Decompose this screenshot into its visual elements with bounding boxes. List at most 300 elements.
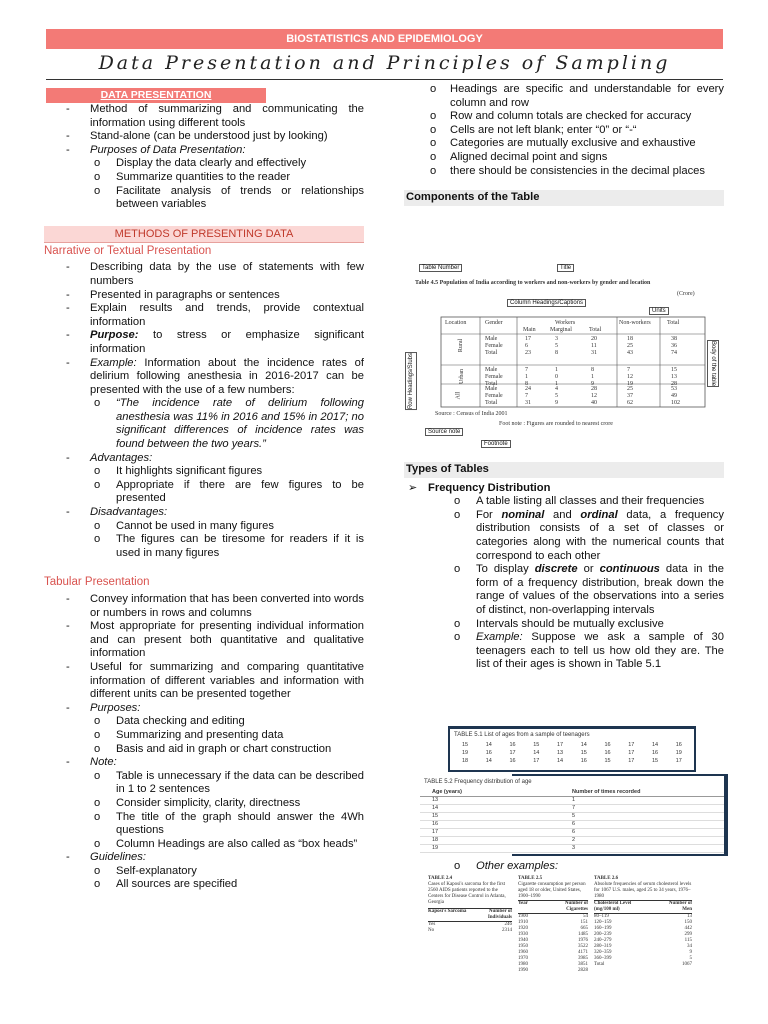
figure-cell: Female xyxy=(485,393,503,399)
table-cell: 16 xyxy=(652,750,659,756)
table-cell: 1980 xyxy=(518,962,528,967)
units-label: Units xyxy=(649,307,669,315)
figure-cell: 28 xyxy=(671,381,677,387)
list-item xyxy=(44,357,364,398)
table-cell: 34 xyxy=(687,944,692,949)
frequency-distribution-label xyxy=(404,482,724,496)
t52-col1: Age (years) xyxy=(432,789,462,795)
other-examples-label: Other examples: xyxy=(476,860,559,872)
figure-cell: 36 xyxy=(671,343,677,349)
table-cell: 2 xyxy=(572,837,576,843)
table-cell: 16 xyxy=(432,821,439,827)
list-item: o Data checking and editing xyxy=(44,715,364,729)
figure-cell: 1 xyxy=(525,374,528,380)
table-cell: 15 xyxy=(432,813,439,819)
figure-cell: 43 xyxy=(627,350,633,356)
right-column xyxy=(404,83,724,210)
table-cell: Yes xyxy=(428,922,436,927)
table-row xyxy=(450,741,694,749)
t25-caption: Cigarette consumption per person aged 18 or older, United States, 1900–1990 xyxy=(518,882,586,899)
row-headings-label: Row Headings/Stubs xyxy=(405,352,417,410)
figure-cell: 19 xyxy=(627,381,633,387)
methods-heading: METHODS OF PRESENTING DATA xyxy=(44,226,364,243)
list-item xyxy=(404,563,724,617)
table-row xyxy=(420,805,724,813)
figure-group-label: Urban xyxy=(459,369,465,384)
subcol-main: Main xyxy=(523,327,536,333)
figure-cell: 8 xyxy=(555,350,558,356)
list-item: - Presented in paragraphs or sentences xyxy=(44,289,364,303)
table-row xyxy=(428,928,512,934)
components-figure xyxy=(405,262,723,450)
figure-cell: 5 xyxy=(555,393,558,399)
list-item: o All sources are specified xyxy=(44,878,364,892)
table-cell: 15 xyxy=(580,750,587,756)
table-cell: 13 xyxy=(557,750,564,756)
table-cell: 14 xyxy=(580,742,587,748)
figure-cell: 74 xyxy=(671,350,677,356)
table-52-caption: TABLE 5.2 Frequency distribution of age xyxy=(424,779,532,785)
table-cell: 151 xyxy=(580,920,588,925)
table-cell: 14 xyxy=(432,805,439,811)
subcol-total: Total xyxy=(589,327,602,333)
nominal-text: nominal xyxy=(501,508,545,521)
list-item: o Appropriate if there are few figures to be presented xyxy=(44,479,364,506)
t25-header xyxy=(518,900,588,914)
t52-col2: Number of times recorded xyxy=(572,789,641,795)
table-cell: 14 xyxy=(557,758,564,764)
col-location: Location xyxy=(445,320,467,326)
tabular-list xyxy=(44,593,364,715)
list-item: o Aligned decimal point and signs xyxy=(404,151,724,165)
figure-cell: 6 xyxy=(525,343,528,349)
figure-cell: 49 xyxy=(671,393,677,399)
figure-group-label: All xyxy=(455,391,462,400)
list-item: o Display the data clearly and effectively xyxy=(44,157,364,171)
table-cell: 3851 xyxy=(578,962,588,967)
table-cell: 3985 xyxy=(578,956,588,961)
figure-cell: Male xyxy=(485,386,498,392)
list-item: o A table listing all classes and their frequencies xyxy=(404,495,724,509)
table-26 xyxy=(594,876,692,976)
table-cell: 1960 xyxy=(518,950,528,955)
list-item xyxy=(44,452,364,466)
figure-cell: 8 xyxy=(525,381,528,387)
purposes-list xyxy=(44,157,364,211)
table-row xyxy=(450,749,694,757)
table-cell: 6 xyxy=(572,821,576,827)
column-headings-label: Column Headings/Captions xyxy=(507,299,586,307)
list-item: o there should be consistencies in the decimal places xyxy=(404,165,724,179)
figure-cell: 7 xyxy=(525,393,528,399)
table-cell: 240–279 xyxy=(594,938,612,943)
example-text: Information about the incidence rates of delirium following anesthesia in 2016-2017 can be presented with the use of a few numbers: xyxy=(90,356,364,396)
table-cell: 18 xyxy=(432,837,439,843)
example-quote-list xyxy=(44,397,364,451)
example-quote xyxy=(44,397,364,451)
table-row xyxy=(420,837,724,845)
table-cell: Total xyxy=(594,962,605,967)
table-cell: 6 xyxy=(572,829,576,835)
t: For xyxy=(476,508,502,521)
list-item xyxy=(44,851,364,865)
table-cell: 2314 xyxy=(502,928,512,933)
col-nonworkers: Non-workers xyxy=(619,320,651,326)
list-item: o Cells are not left blank; enter “0” or “-“ xyxy=(404,124,724,138)
t: or xyxy=(577,563,600,576)
figure-cell: 31 xyxy=(525,400,531,406)
data-presentation-list xyxy=(44,103,364,157)
disadvantages-label: Disadvantages: xyxy=(90,506,168,519)
list-item: - Explain results and trends, provide contextual information xyxy=(44,302,364,329)
table-cell: 16 xyxy=(509,742,516,748)
figure-cell: 13 xyxy=(671,374,677,380)
types-heading: Types of Tables xyxy=(404,462,724,478)
t25-rows xyxy=(518,914,588,974)
frequency-label: Frequency Distribution xyxy=(428,481,551,494)
figure-cell: 1 xyxy=(555,367,558,373)
table-cell: 17 xyxy=(675,758,682,764)
list-item: o Basis and aid in graph or chart construction xyxy=(44,743,364,757)
figure-cell: 15 xyxy=(671,367,677,373)
figure-cell: Male xyxy=(485,336,498,342)
table-cell: 14 xyxy=(652,742,659,748)
t24-header xyxy=(428,908,512,922)
table-number-label: Table Number xyxy=(419,264,462,272)
table-cell: 13 xyxy=(432,797,439,803)
list-item xyxy=(44,506,364,520)
footnote-label: Footnote xyxy=(481,440,511,448)
list-item: - Stand-alone (can be understood just by looking) xyxy=(44,130,364,144)
table-row xyxy=(420,845,724,853)
figure-caption: Table 4.5 Population of India according to workers and non-workers by gender and location xyxy=(415,280,651,286)
t24-title: TABLE 2.4 xyxy=(428,876,453,881)
col-workers: Workers xyxy=(555,320,576,326)
list-item: - Useful for summarizing and comparing quantitative information of different variables and information with different units can be presented together xyxy=(44,661,364,702)
list-item xyxy=(44,329,364,356)
table-cell: 14 xyxy=(533,750,540,756)
continuous-text: continuous xyxy=(599,563,660,576)
disadvantages-items xyxy=(44,520,364,561)
figure-cell: Total xyxy=(485,381,498,387)
table-cell: 17 xyxy=(628,750,635,756)
table-row xyxy=(420,813,724,821)
table-cell: 13 xyxy=(687,914,692,919)
list-item: o It highlights significant figures xyxy=(44,465,364,479)
table-51 xyxy=(450,729,694,770)
t26-title: TABLE 2.6 xyxy=(594,876,619,881)
t: Suppose we ask a sample of 30 teenagers each to tell us how old they are. The list of their ages is shown in Table 5.1 xyxy=(476,631,724,671)
table-cell: 1900 xyxy=(518,914,528,919)
table-cell: 15 xyxy=(604,758,611,764)
figure-cell: 24 xyxy=(525,386,531,392)
figure-cell: 25 xyxy=(627,386,633,392)
purpose-text: to stress or emphasize significant information xyxy=(90,329,364,355)
t: and xyxy=(544,508,581,521)
title-label: Title xyxy=(557,264,574,272)
table-cell: 17 xyxy=(557,742,564,748)
disadvantages-list xyxy=(44,506,364,520)
table-52-header xyxy=(420,788,724,797)
list-item: o Cannot be used in many figures xyxy=(44,520,364,534)
figure-cell: 25 xyxy=(627,343,633,349)
list-item: - Method of summarizing and communicating the information using different tools xyxy=(44,103,364,130)
col-total: Total xyxy=(667,320,680,326)
table-cell: 4171 xyxy=(578,950,588,955)
figure-cell: 0 xyxy=(555,374,558,380)
list-item xyxy=(44,756,364,770)
table-cell: 16 xyxy=(675,742,682,748)
table-52-rows xyxy=(420,797,724,853)
tabular-purposes-label: Purposes: xyxy=(90,701,141,714)
table-cell: 1990 xyxy=(518,968,528,973)
frequency-list xyxy=(404,495,724,672)
table-cell: 9 xyxy=(689,950,692,955)
t24-rows xyxy=(428,922,512,934)
footnote-text: Foot note : Figures are rounded to nearest crore xyxy=(499,421,613,427)
t26-rows xyxy=(594,914,692,968)
table-52 xyxy=(420,776,724,854)
table-row xyxy=(420,821,724,829)
figure-cell: 11 xyxy=(591,343,597,349)
table-cell: 19 xyxy=(675,750,682,756)
table-cell: 80–119 xyxy=(594,914,609,919)
figure-cell: 28 xyxy=(591,386,597,392)
figure-cell: 102 xyxy=(671,400,680,406)
list-item: o The title of the graph should answer the 4Wh questions xyxy=(44,811,364,838)
table-cell: 1 xyxy=(572,797,576,803)
quote-text: “The incidence rate of delirium following anesthesia was 11% in 2016 and 15% in 2017; no significant differences of incidence rates was found between the two years.” xyxy=(116,397,364,451)
figure-cell: 31 xyxy=(591,350,597,356)
advantages-list xyxy=(44,452,364,466)
purposes-label: Purposes of Data Presentation: xyxy=(90,143,246,156)
table-cell: 665 xyxy=(580,926,588,931)
table-row xyxy=(518,968,588,974)
figure-cell: Male xyxy=(485,367,498,373)
table-cell: 19 xyxy=(462,750,469,756)
figure-cell: Female xyxy=(485,374,503,380)
body-label: Body of the table xyxy=(707,340,719,387)
table-cell: 16 xyxy=(580,758,587,764)
table-cell: 15 xyxy=(462,742,469,748)
source-text: Source : Census of India 2001 xyxy=(435,411,508,417)
table-cell: 16 xyxy=(604,742,611,748)
t25-title: TABLE 2.5 xyxy=(518,876,543,881)
document-title: Data Presentation and Principles of Sampling xyxy=(98,52,671,74)
table-25 xyxy=(518,876,588,976)
t26-header xyxy=(594,900,692,914)
table-cell: 16 xyxy=(509,758,516,764)
table-cell: 299 xyxy=(684,932,692,937)
left-column xyxy=(44,88,364,892)
list-item xyxy=(44,702,364,716)
list-item: - Most appropriate for presenting individual information and can present both quantitative and qualitative information xyxy=(44,620,364,661)
list-item: o Summarizing and presenting data xyxy=(44,729,364,743)
table-cell: 1970 xyxy=(518,956,528,961)
figure-cell: 23 xyxy=(525,350,531,356)
title-divider xyxy=(46,79,723,80)
table-cell: 1067 xyxy=(682,962,692,967)
figure-cell: 7 xyxy=(525,367,528,373)
figure-cell: 7 xyxy=(627,367,630,373)
advantages-items xyxy=(44,465,364,506)
table-cell: 17 xyxy=(432,829,439,835)
list-item: - Convey information that has been converted into words or numbers in rows and columns xyxy=(44,593,364,620)
table-cell: 1930 xyxy=(518,932,528,937)
notes xyxy=(44,770,364,852)
table-row xyxy=(450,757,694,765)
ordinal-text: ordinal xyxy=(580,508,618,521)
t25-col2: Number of Cigarettes xyxy=(564,901,588,912)
purpose-label: Purpose: xyxy=(90,329,139,342)
table-cell: 16 xyxy=(485,750,492,756)
t: data in the form of a frequency distribution, break down the range of values of the observations into a series of distinct, non-overlapping intervals xyxy=(476,563,724,616)
table-cell: 17 xyxy=(628,742,635,748)
list-item xyxy=(404,509,724,563)
list-item: o Consider simplicity, clarity, directness xyxy=(44,797,364,811)
figure-cell: 53 xyxy=(671,386,677,392)
t26-caption: Absolute frequencies of serum cholesterol levels for 1067 U.S. males, aged 25 to 34 years, 1976–1980 xyxy=(594,882,692,899)
figure-cell: 12 xyxy=(591,393,597,399)
table-cell: 14 xyxy=(485,742,492,748)
types-section xyxy=(404,460,724,672)
table-cell: 18 xyxy=(462,758,469,764)
table-cell: 15 xyxy=(533,742,540,748)
t: To display xyxy=(476,563,535,576)
figure-cell: 4 xyxy=(555,386,558,392)
tabular-purposes xyxy=(44,715,364,756)
t24-col1: Kaposi's Sarcoma xyxy=(428,909,467,914)
table-cell: 160–199 xyxy=(594,926,612,931)
table-row xyxy=(420,797,724,805)
table-cell: 200–239 xyxy=(594,932,612,937)
list-item xyxy=(404,631,724,672)
list-item xyxy=(44,144,364,158)
figure-cell: 12 xyxy=(627,374,633,380)
list-item: o Row and column totals are checked for accuracy xyxy=(404,110,724,124)
list-item: o Self-explanatory xyxy=(44,865,364,879)
t26-col1: Cholesterol Level (mg/100 ml) xyxy=(594,901,632,912)
table-cell: 280–319 xyxy=(594,944,612,949)
advantages-label: Advantages: xyxy=(90,451,153,464)
list-item: o Table is unnecessary if the data can be described in 1 to 2 sentences xyxy=(44,770,364,797)
note-list xyxy=(44,756,364,770)
header-banner: BIOSTATISTICS AND EPIDEMIOLOGY xyxy=(46,29,723,49)
table-cell: 246 xyxy=(504,922,512,927)
figure-cell: 1 xyxy=(555,381,558,387)
guidelines-list xyxy=(44,851,364,865)
subcol-marginal: Marginal xyxy=(550,327,572,333)
table-cell: 15 xyxy=(652,758,659,764)
table-cell: 5 xyxy=(572,813,576,819)
table-cell: 150 xyxy=(684,920,692,925)
list-item: o Summarize quantities to the reader xyxy=(44,171,364,185)
table-51-caption: TABLE 5.1 List of ages from a sample of teenagers xyxy=(454,732,590,738)
table-cell: 19 xyxy=(432,845,439,851)
narrative-heading: Narrative or Textual Presentation xyxy=(44,244,212,257)
narrative-list xyxy=(44,261,364,397)
figure-cell: 3 xyxy=(555,336,558,342)
other-examples xyxy=(404,860,724,874)
table-row xyxy=(420,829,724,837)
example-label: Example: xyxy=(476,631,523,644)
table-cell: 1910 xyxy=(518,920,528,925)
list-item: o The figures can be tiresome for readers if it is used in many figures xyxy=(44,533,364,560)
figure-cell: 9 xyxy=(555,400,558,406)
table-cell: 1976 xyxy=(578,938,588,943)
figure-cell: 62 xyxy=(627,400,633,406)
figure-cell: 8 xyxy=(591,367,594,373)
table-cell: 17 xyxy=(509,750,516,756)
guidelines xyxy=(44,865,364,892)
table-cell: 3 xyxy=(572,845,576,851)
list-item xyxy=(404,860,724,874)
note-label: Note: xyxy=(90,756,117,769)
table-cell: 2828 xyxy=(578,968,588,973)
figure-cell: 9 xyxy=(591,381,594,387)
guidelines-continued xyxy=(404,83,724,178)
table-24 xyxy=(428,876,512,976)
table-cell: 442 xyxy=(684,926,692,931)
figure-cell: 38 xyxy=(671,336,677,342)
table-cell: 1920 xyxy=(518,926,528,931)
table-cell: 54 xyxy=(583,914,588,919)
table-cell: 17 xyxy=(628,758,635,764)
figure-cell: 40 xyxy=(591,400,597,406)
discrete-text: discrete xyxy=(534,563,578,576)
data-presentation-heading: DATA PRESENTATION xyxy=(46,88,266,103)
table-cell: No xyxy=(428,928,435,933)
table-51-rows xyxy=(450,741,694,765)
figure-cell: 5 xyxy=(555,343,558,349)
table-cell: 1940 xyxy=(518,938,528,943)
table-row xyxy=(594,962,692,968)
table-cell: 1950 xyxy=(518,944,528,949)
table-cell: 14 xyxy=(485,758,492,764)
list-item: o Categories are mutually exclusive and exhaustive xyxy=(404,137,724,151)
table-cell: 360–399 xyxy=(594,956,612,961)
table-cell: 320–359 xyxy=(594,950,612,955)
table-cell: 16 xyxy=(604,750,611,756)
figure-cell: 17 xyxy=(525,336,531,342)
figure-cell: 18 xyxy=(627,336,633,342)
t24-caption: Cases of Kaposi's sarcoma for the first 2560 AIDS patients reported to the Centers for Disease Control in Atlanta, Georgia xyxy=(428,882,506,905)
figure-cell: Total xyxy=(485,350,498,356)
t25-col1: Year xyxy=(518,901,528,906)
table-cell: 5 xyxy=(689,956,692,961)
figure-cell: Female xyxy=(485,343,503,349)
table-cell: 120–159 xyxy=(594,920,612,925)
table-cell: 1485 xyxy=(578,932,588,937)
figure-cell: 20 xyxy=(591,336,597,342)
example-label: Example: xyxy=(90,356,137,369)
source-note-label: Source note xyxy=(425,428,463,436)
table-cell: 3522 xyxy=(578,944,588,949)
guidelines-label: Guidelines: xyxy=(90,851,146,864)
figure-group-label: Rural xyxy=(458,338,465,353)
list-item: o Headings are specific and understandable for every column and row xyxy=(404,83,724,110)
list-item: - Describing data by the use of statements with few numbers xyxy=(44,261,364,288)
table-cell: 115 xyxy=(684,938,692,943)
figure-cell: 37 xyxy=(627,393,633,399)
figure-cell: Total xyxy=(485,400,498,406)
col-gender: Gender xyxy=(485,320,503,326)
t: data, a frequency distribution consists of a set of classes or categories along with the numerical counts that correspond to each other xyxy=(476,508,724,562)
tabular-heading: Tabular Presentation xyxy=(44,576,150,589)
list-item: o Column Headings are also called as “box heads” xyxy=(44,838,364,852)
table-cell: 7 xyxy=(572,805,576,811)
list-item: o Facilitate analysis of trends or relationships between variables xyxy=(44,185,364,212)
